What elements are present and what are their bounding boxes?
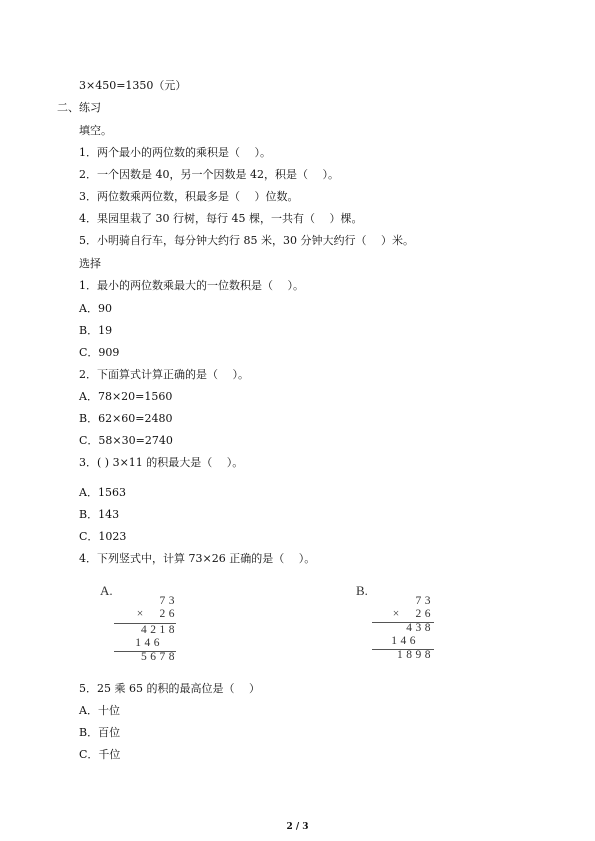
question: 1．两个最小的两位数的乘积是（ ）。 <box>79 146 271 159</box>
partial-product: 4218 <box>141 624 178 636</box>
option: A．78×20=1560 <box>79 390 173 403</box>
question: 4．下列竖式中，计算 73×26 正确的是（ ）。 <box>79 552 316 565</box>
section-heading: 二、练习 <box>57 101 101 114</box>
question: 5．25 乘 65 的积的最高位是（ ） <box>79 682 260 695</box>
question: 3．两位数乘两位数，积最多是（ ）位数。 <box>79 190 299 203</box>
question: 2．下面算式计算正确的是（ ）。 <box>79 368 249 381</box>
option-label: A. <box>100 583 113 598</box>
product: 1898 <box>397 649 434 661</box>
option-label: B. <box>356 583 368 598</box>
option: C．58×30=2740 <box>79 434 173 447</box>
question: 5．小明骑自行车，每分钟大约行 85 米，30 分钟大约行（ ）米。 <box>79 234 414 247</box>
partial-product: 438 <box>406 622 434 634</box>
multiplier: × 26 <box>392 608 434 620</box>
multiplier: × 26 <box>136 608 178 620</box>
option: C．千位 <box>79 748 121 761</box>
question: 2．一个因数是 40，另一个因数是 42，积是（ ）。 <box>79 168 339 181</box>
fill-blank-heading: 填空。 <box>79 124 112 137</box>
page-number: 2 / 3 <box>286 822 309 832</box>
vertical-multiplication-a <box>100 583 190 663</box>
question: 3．( ) 3×11 的积最大是（ ）。 <box>79 456 244 469</box>
option: B．143 <box>79 508 120 521</box>
partial-product: 146 <box>391 635 419 647</box>
multiplicand: 73 <box>415 595 434 607</box>
question: 4．果园里栽了 30 行树，每行 45 棵，一共有（ ）棵。 <box>79 212 363 225</box>
vertical-multiplication-b <box>356 583 446 663</box>
partial-product: 146 <box>135 637 163 649</box>
option: B．百位 <box>79 726 121 739</box>
multiplicand: 73 <box>159 595 178 607</box>
option: C．909 <box>79 346 120 359</box>
product: 5678 <box>141 651 178 663</box>
option: A．十位 <box>79 704 120 717</box>
option: B．19 <box>79 324 113 337</box>
choice-heading: 选择 <box>79 257 101 270</box>
option: B．62×60=2480 <box>79 412 173 425</box>
line-1: 3×450=1350（元） <box>79 79 187 92</box>
option: C．1023 <box>79 530 127 543</box>
question: 1．最小的两位数乘最大的一位数积是（ ）。 <box>79 279 304 292</box>
option: A．90 <box>79 302 112 315</box>
option: A．1563 <box>79 486 126 499</box>
